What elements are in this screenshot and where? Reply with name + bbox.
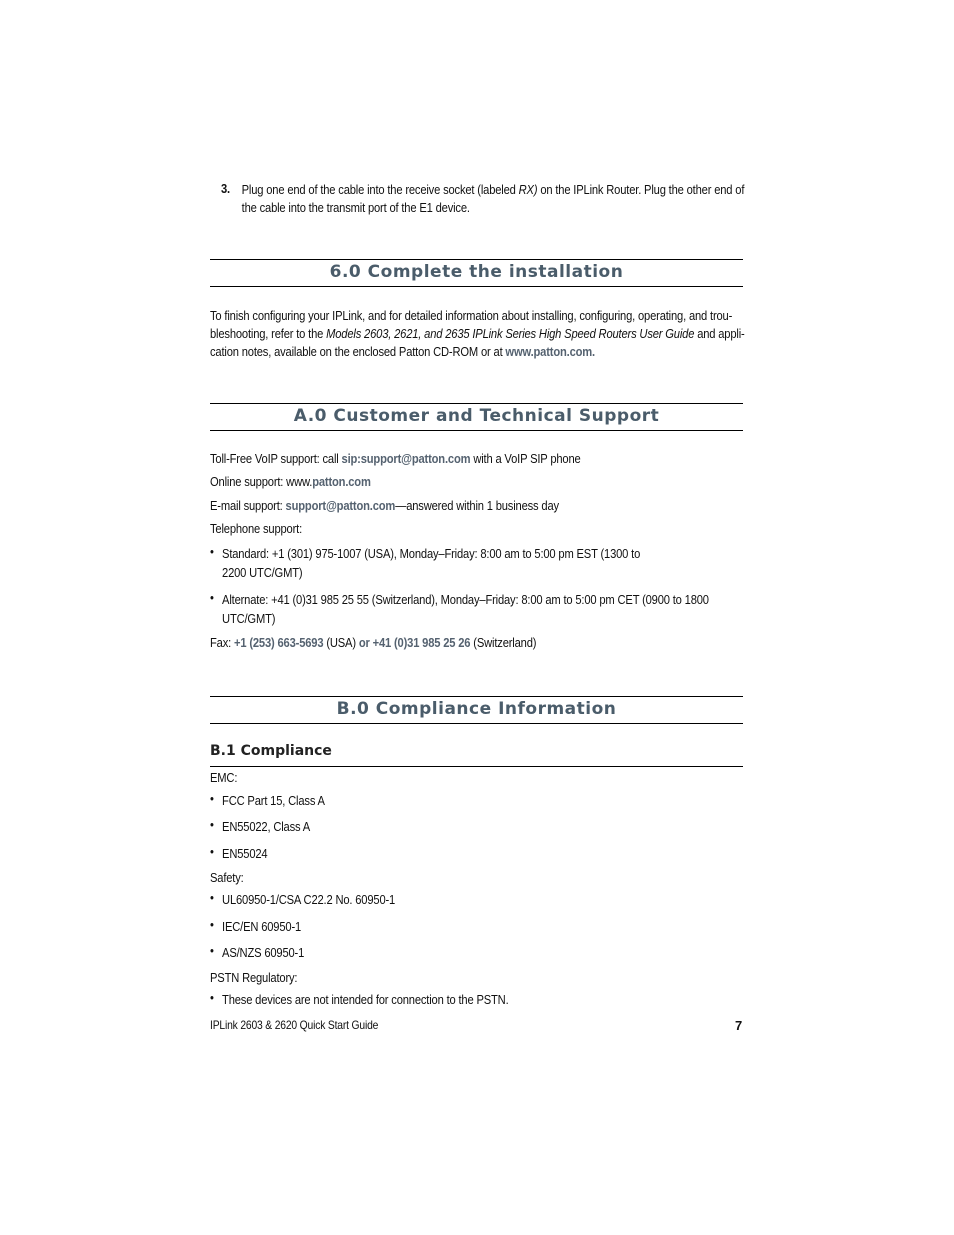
bullet-icon: • (210, 590, 214, 605)
voip-support-suffix: with a VoIP SIP phone (470, 451, 581, 466)
bullet-text: UL60950-1/CSA C22.2 No. 60950-1 (222, 892, 396, 907)
bullet-text: IEC/EN 60950-1 (222, 919, 302, 934)
subsection-title: B.1 Compliance (210, 743, 332, 759)
bullet-text (222, 544, 640, 582)
bullet-line: Standard: +1 (301) 975-1007 (USA), Monday–Friday: 8:00 am to 5:00 pm EST (1300 to (222, 546, 641, 561)
bullet-text: AS/NZS 60950-1 (222, 945, 305, 960)
bullet-text (222, 590, 709, 628)
paragraph-part: cation notes, available on the enclosed Patton CD-ROM or at (210, 344, 506, 359)
bullet-icon: • (210, 544, 214, 559)
bullet-text: EN55024 (222, 846, 268, 861)
step-text (242, 181, 745, 217)
email-support-label: E-mail support: (210, 498, 286, 513)
rx-label: RX) (518, 182, 538, 197)
paragraph-part: bleshooting, refer to the (210, 326, 327, 341)
step-text-part: Plug one end of the cable into the receive socket (labeled (241, 182, 519, 197)
bullet-text: These devices are not intended for connection to the PSTN. (222, 992, 509, 1007)
email-support-suffix: —answered within 1 business day (395, 498, 559, 513)
bullet-icon: • (210, 917, 214, 932)
sip-support-link[interactable]: sip:support@patton.com (341, 451, 471, 466)
patton-website-link[interactable]: www.patton.com. (505, 344, 595, 359)
fax-switzerland-number: +41 (0)31 985 25 26 (369, 635, 471, 650)
step-text-part: on the IPLink Router. Plug the other end of (537, 182, 745, 197)
section-b-heading (210, 696, 743, 724)
step-number: 3. (221, 181, 230, 196)
pstn-label: PSTN Regulatory: (210, 970, 298, 985)
subsection-b1-heading (210, 742, 743, 767)
bullet-line: Alternate: +41 (0)31 985 25 55 (Switzerland), Monday–Friday: 8:00 am to 5:00 pm CET (0900 to 1800 (222, 592, 709, 607)
bullet-icon: • (210, 791, 214, 806)
paragraph-part: and appli- (694, 326, 745, 341)
section-title: 6.0 Complete the installation (329, 262, 624, 282)
fax-or: or (358, 635, 370, 650)
fax-line (210, 635, 536, 650)
section-a-heading (210, 403, 743, 431)
bullet-text: FCC Part 15, Class A (222, 793, 325, 808)
bullet-icon: • (210, 943, 214, 958)
email-support-link[interactable]: support@patton.com (285, 498, 396, 513)
bullet-icon: • (210, 817, 214, 832)
online-support-link[interactable]: patton.com (312, 474, 371, 489)
section-title: B.0 Compliance Information (336, 699, 617, 719)
user-guide-title: Models 2603, 2621, and 2635 IPLink Series High Speed Routers User Guide (326, 326, 695, 341)
online-support-line (210, 474, 371, 489)
section-6-heading (210, 259, 743, 287)
footer-doc-title: IPLink 2603 & 2620 Quick Start Guide (210, 1018, 379, 1032)
online-support-label: Online support: www. (210, 474, 313, 489)
voip-support-line (210, 451, 581, 466)
section-6-paragraph (210, 307, 745, 361)
step-text-line: the cable into the transmit port of the E1 device. (241, 200, 470, 215)
fax-label: Fax: (210, 635, 234, 650)
bullet-icon: • (210, 844, 214, 859)
email-support-line (210, 498, 559, 513)
telephone-support-label: Telephone support: (210, 521, 303, 536)
fax-usa-label: (USA) (323, 635, 359, 650)
section-title: A.0 Customer and Technical Support (293, 406, 660, 426)
bullet-icon: • (210, 890, 214, 905)
emc-label: EMC: (210, 770, 238, 785)
paragraph-line: To finish configuring your IPLink, and for detailed information about installing, configuring, operating, and trou- (210, 308, 733, 323)
bullet-text: EN55022, Class A (222, 819, 311, 834)
bullet-line: 2200 UTC/GMT) (222, 565, 303, 580)
safety-label: Safety: (210, 870, 244, 885)
fax-usa-number: +1 (253) 663-5693 (233, 635, 324, 650)
fax-switzerland-label: (Switzerland) (470, 635, 537, 650)
page-number: 7 (735, 1018, 743, 1033)
voip-support-label: Toll-Free VoIP support: call (210, 451, 342, 466)
bullet-icon: • (210, 990, 214, 1005)
bullet-line: UTC/GMT) (222, 611, 276, 626)
